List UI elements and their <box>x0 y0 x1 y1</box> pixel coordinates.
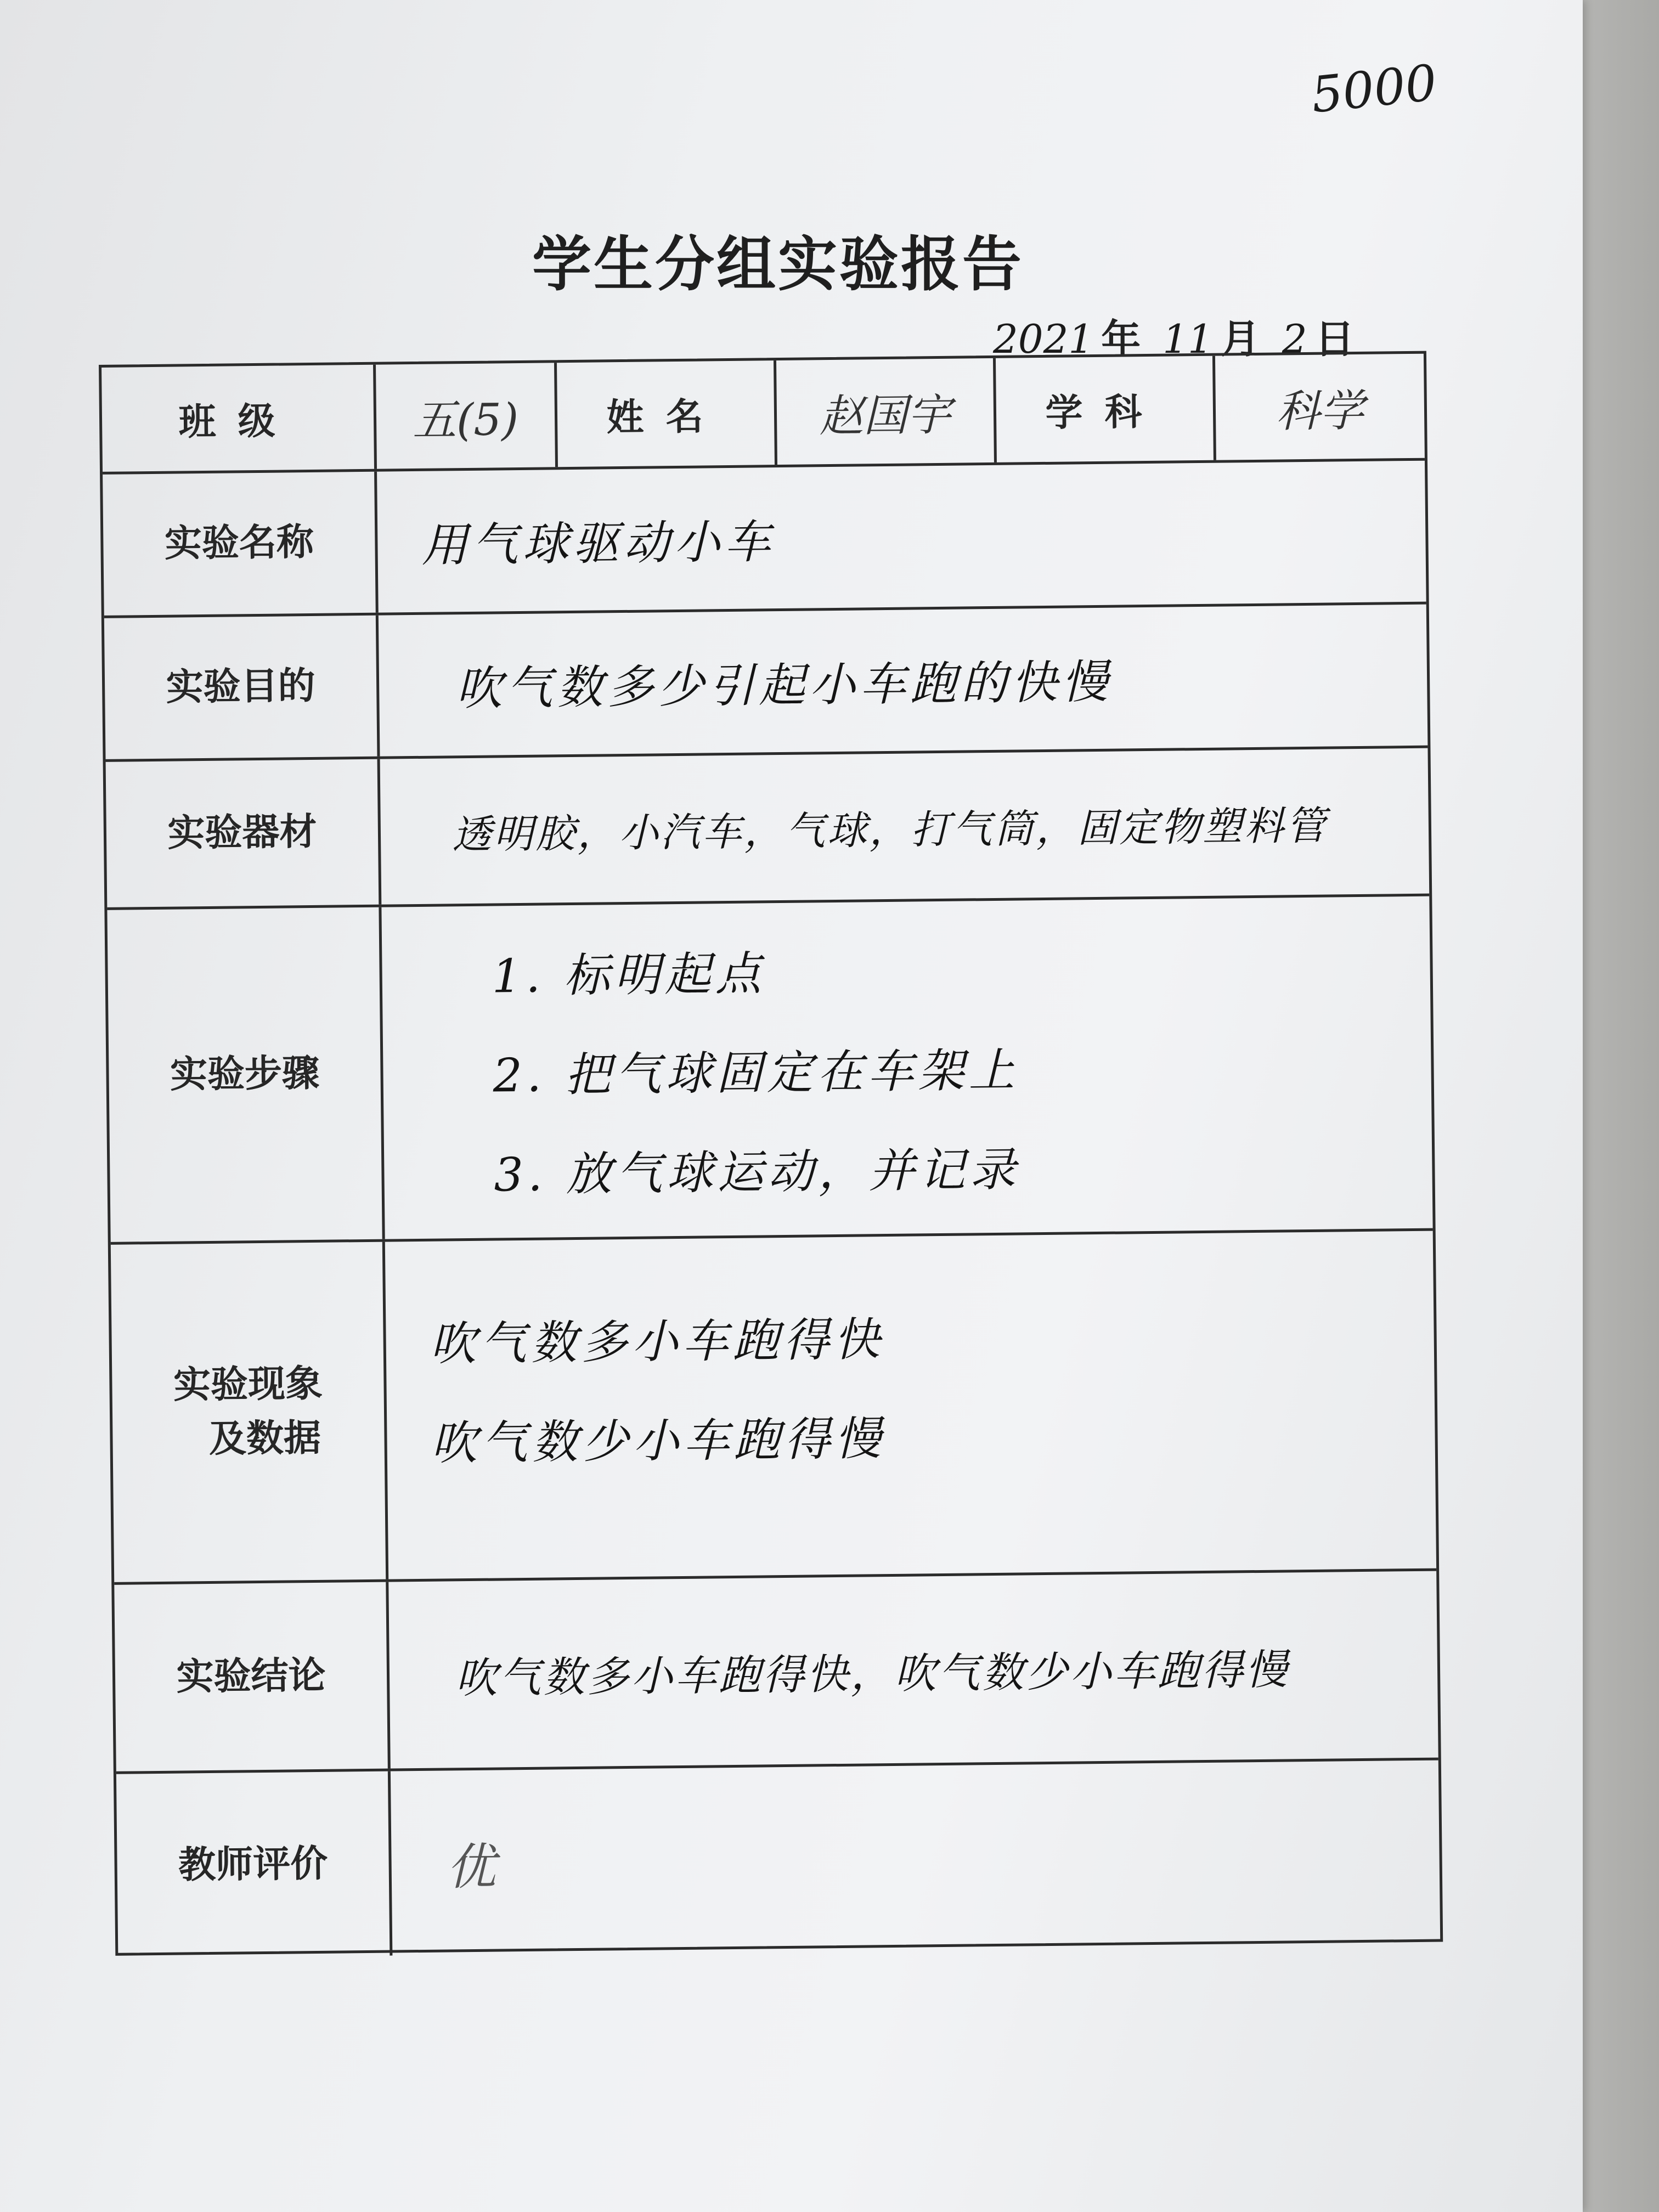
class-label: 班级 <box>101 365 377 472</box>
experiment-name-row <box>103 461 1426 618</box>
date-year-unit: 年 <box>1101 316 1141 362</box>
date-month-unit: 月 <box>1220 316 1260 362</box>
experiment-purpose-value: 吹气数多少引起小车跑的快慢 <box>455 654 1113 716</box>
step-item: 2. 把气球固定在车架上 <box>493 1043 1019 1103</box>
phenomena-label-line1: 实验现象 <box>173 1362 323 1407</box>
class-value: 五(5) <box>376 363 558 469</box>
experiment-materials-row <box>106 748 1430 910</box>
phenomena-line: 吹气数多小车跑得快 <box>430 1312 885 1371</box>
experiment-purpose-row <box>104 605 1428 762</box>
date-day-unit: 日 <box>1314 316 1355 362</box>
subject-value: 科学 <box>1276 385 1364 437</box>
date-year: 2021 <box>993 316 1094 362</box>
experiment-name-label: 实验名称 <box>103 472 379 616</box>
experiment-steps-row <box>107 896 1432 1245</box>
experiment-materials-label: 实验器材 <box>106 759 382 907</box>
phenomena-label <box>111 1242 388 1582</box>
subject-label: 学科 <box>996 356 1216 462</box>
phenomena-line: 吹气数少小车跑得慢 <box>431 1412 886 1470</box>
teacher-evaluation-label: 教师评价 <box>116 1771 392 1959</box>
step-item: 3. 放气球运动，并记录 <box>493 1142 1020 1202</box>
experiment-name-value: 用气球驱动小车 <box>421 515 775 572</box>
date-month: 11 <box>1163 316 1213 362</box>
step-item: 1. 标明起点 <box>492 946 766 1003</box>
teacher-evaluation-row <box>116 1760 1440 1959</box>
header-row <box>101 354 1425 475</box>
phenomena-label-line2: 及数据 <box>208 1416 321 1461</box>
experiment-purpose-label: 实验目的 <box>104 616 380 759</box>
experiment-steps-label: 实验步骤 <box>107 907 385 1242</box>
phenomena-row <box>111 1231 1436 1585</box>
conclusion-value: 吹气数多小车跑得快，吹气数少小车跑得慢 <box>455 1644 1290 1702</box>
page-number: 5000 <box>1308 54 1440 125</box>
conclusion-row <box>114 1571 1438 1774</box>
page-title: 学生分组实验报告 <box>532 230 1024 299</box>
name-value: 赵国宇 <box>776 358 997 465</box>
teacher-evaluation-value: 优 <box>446 1838 501 1897</box>
name-label: 姓名 <box>557 360 777 467</box>
experiment-steps-list <box>381 896 1432 1239</box>
conclusion-label: 实验结论 <box>114 1582 391 1771</box>
experiment-materials-value: 透明胶，小汽车，气球，打气筒，固定物塑料管 <box>452 802 1328 857</box>
phenomena-values <box>385 1231 1436 1579</box>
date-day: 2 <box>1282 316 1307 362</box>
report-form-table <box>99 351 1443 1956</box>
